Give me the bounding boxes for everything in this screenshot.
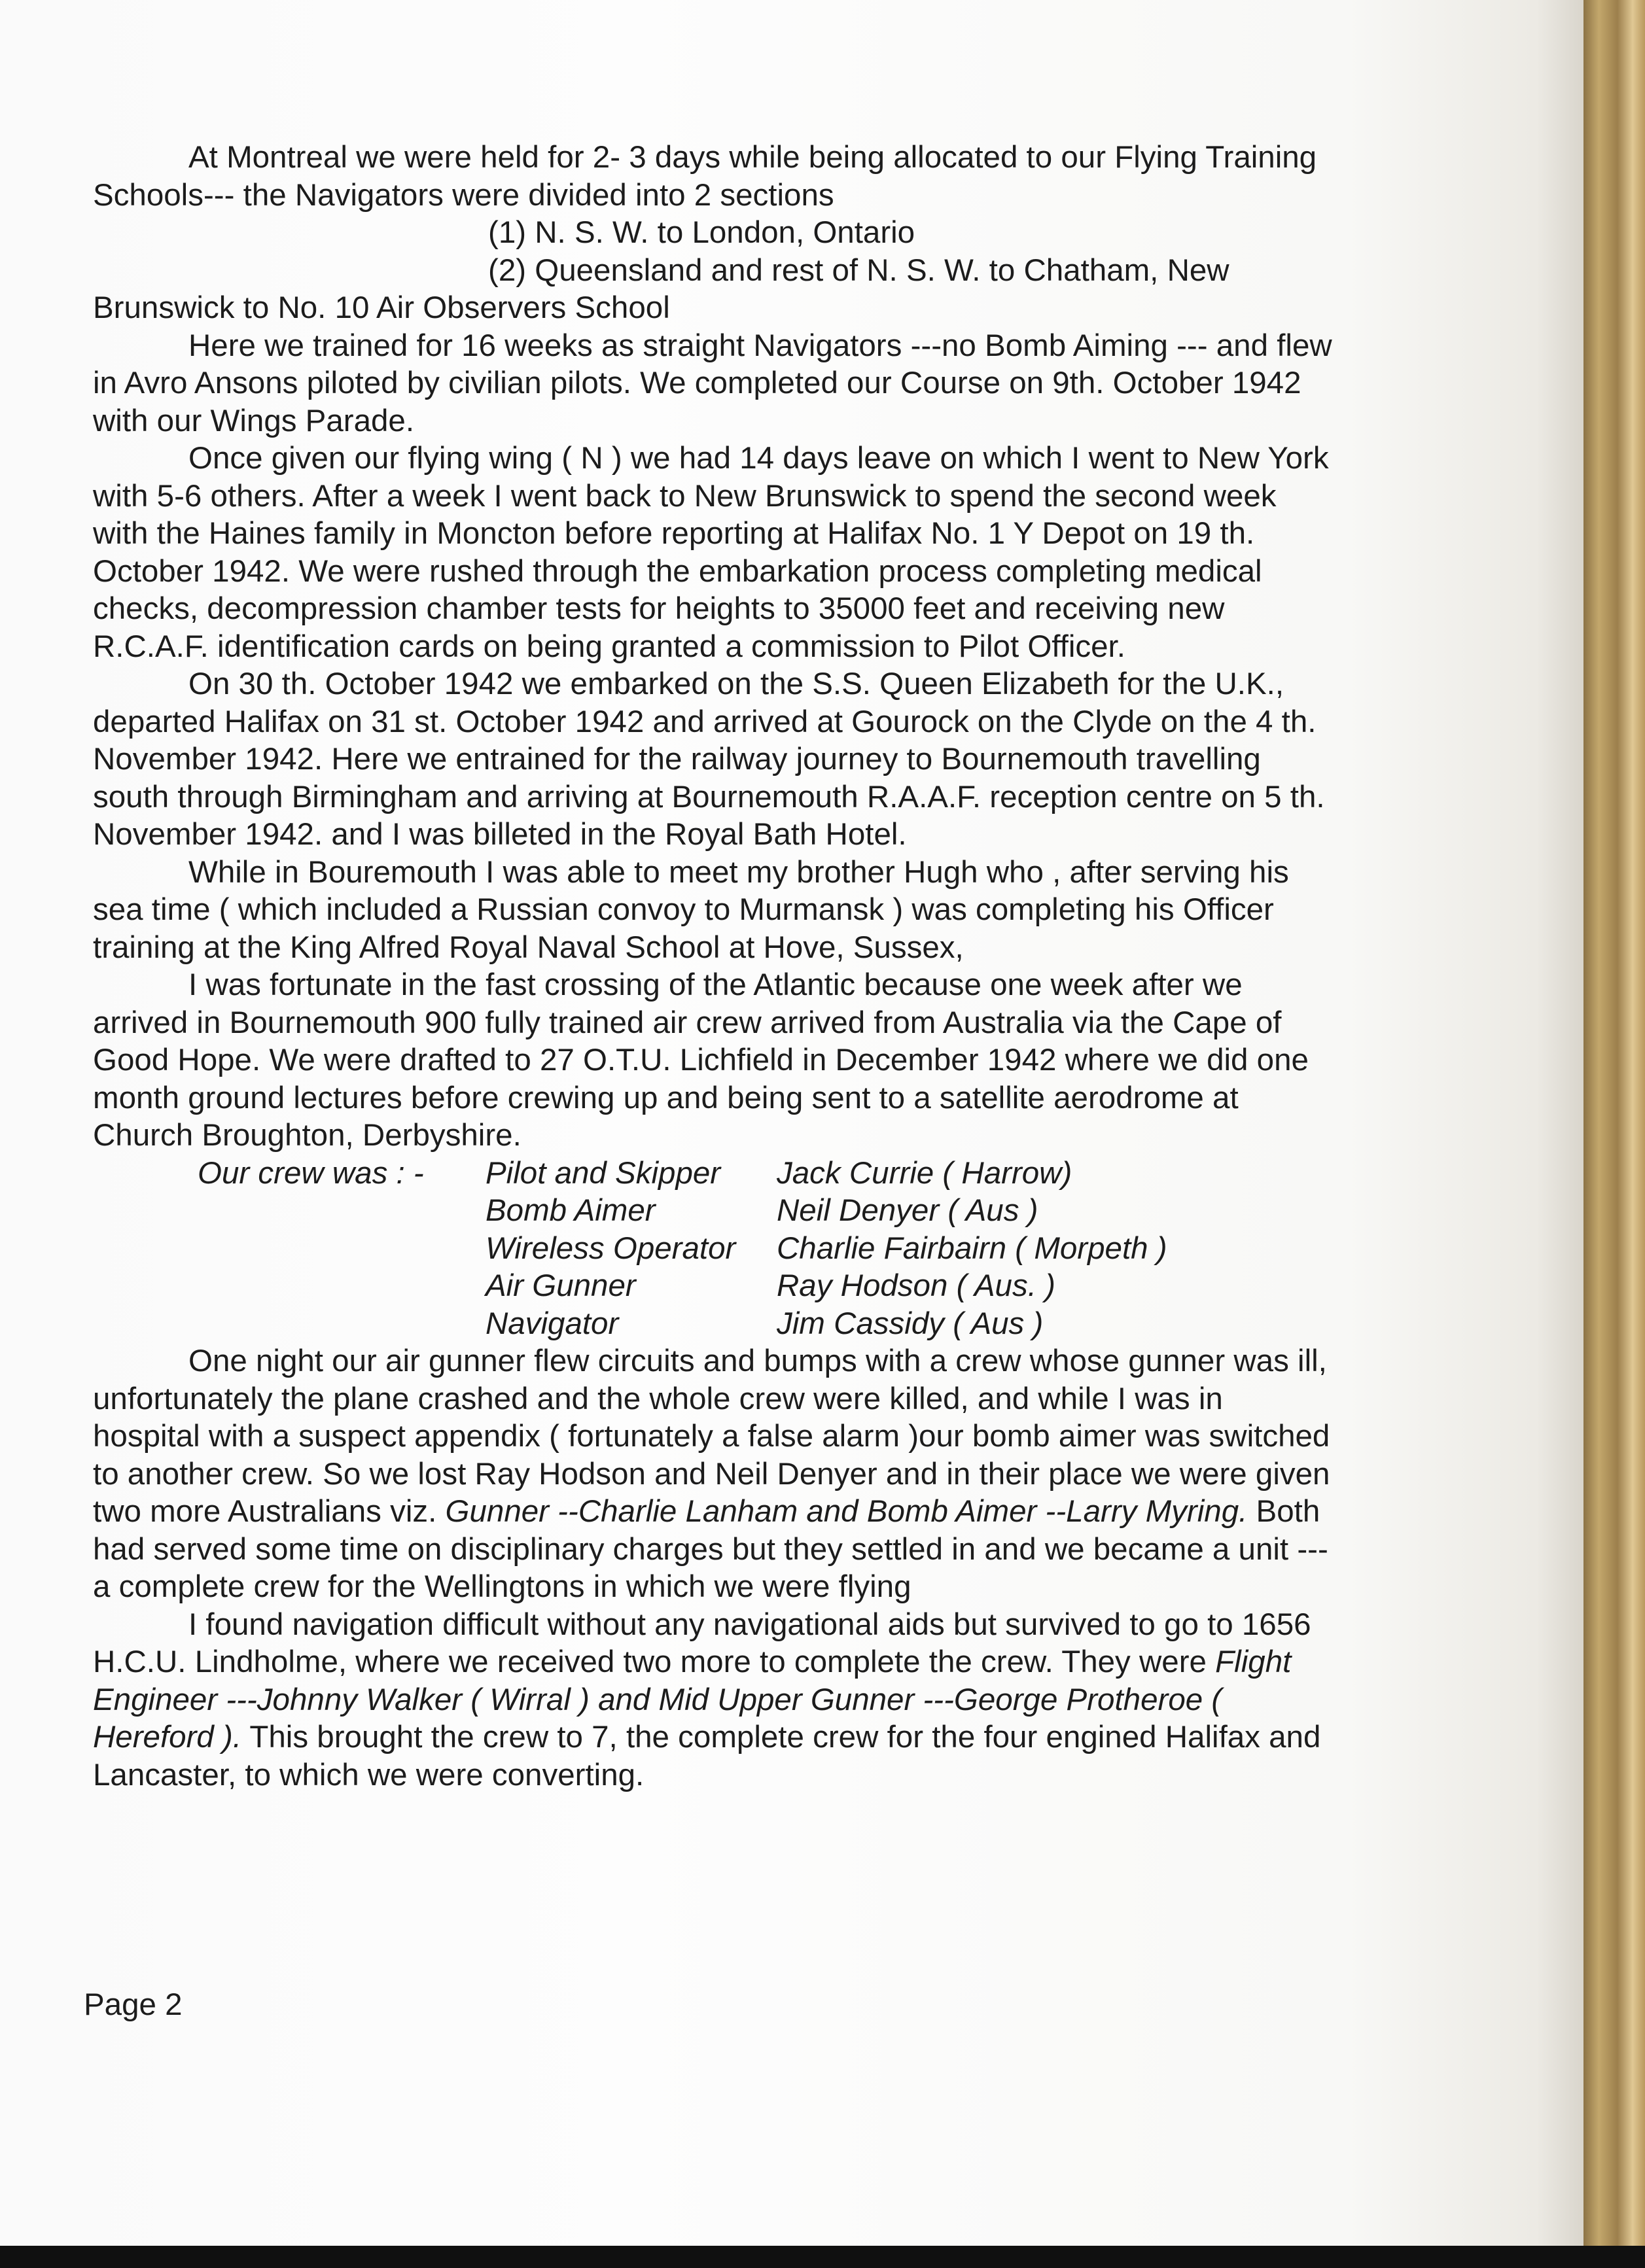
crew-list	[93, 1155, 1167, 1343]
section-1: (1) N. S. W. to London, Ontario	[488, 215, 915, 250]
book-edge	[1583, 0, 1645, 2268]
paragraph-training: Here we trained for 16 weeks as straight Navigators ---no Bomb Aiming --- and flew in Avro Ansons piloted by civilian pilots. We completed our Course on 9th. October 1942 with our Wings Parade.	[93, 328, 1332, 438]
crew-row	[93, 1155, 1167, 1193]
crew-name: Jim Cassidy ( Aus )	[777, 1306, 1044, 1341]
paragraph-bournemouth: While in Bouremouth I was able to meet my brother Hugh who , after serving his sea time ( which included a Russian convoy to Murmansk ) was completing his Officer training at the King Alfred Royal Naval School at Hove, Sussex,	[93, 854, 1289, 965]
paragraph-otu: I was fortunate in the fast crossing of the Atlantic because one week after we arrived in Bournemouth 900 fully trained air crew arrived from Australia via the Cape of Good Hope. We were drafted to 27 O.T.U. Lichfield in December 1942 where we did one month ground lectures before crewing up and being sent to a satellite aerodrome at Church Broughton, Derbyshire.	[93, 968, 1309, 1153]
section-2: (2) Queensland and rest of N. S. W. to Chatham, New	[488, 253, 1229, 288]
crew-name: Neil Denyer ( Aus )	[777, 1193, 1038, 1228]
lindholme-text-end: This brought the crew to 7, the complete crew for the four engined Halifax and Lancaster, to which we were converting.	[93, 1720, 1321, 1792]
crew-name: Charlie Fairbairn ( Morpeth )	[777, 1230, 1167, 1266]
crew-role: Air Gunner	[486, 1268, 636, 1303]
lindholme-text: I found navigation difficult without any navigational aids but survived to go to 1656 H.C.U. Lindholme, where we received two more to complete the crew. They were	[93, 1607, 1311, 1679]
paragraph-leave: Once given our flying wing ( N ) we had 14 days leave on which I went to New York with 5-6 others. After a week I went back to New Brunswick to spend the second week with the Haines family in Moncton before reporting at Halifax No. 1 Y Depot on 19 th. October 1942. We were rushed through the embarkation process completing medical checks, decompression chamber tests for heights to 35000 feet and receiving new R.C.A.F. identification cards on being granted a commission to Pilot Officer.	[93, 441, 1329, 664]
bottom-shadow	[0, 2246, 1645, 2268]
crew-row	[93, 1305, 1167, 1343]
lindholme-new-crew: Flight Engineer ---Johnny Walker ( Wirral ) and Mid Upper Gunner ---George Protheroe ( Hereford ).	[93, 1645, 1292, 1754]
crash-text-end: Both had served some time on disciplinary charges but they settled in and we became a unit --- a complete crew for the Wellingtons in which we were flying	[93, 1494, 1328, 1604]
paragraph-embarkation: On 30 th. October 1942 we embarked on the S.S. Queen Elizabeth for the U.K., departed Halifax on 31 st. October 1942 and arrived at Gourock on the Clyde on the 4 th. November 1942. Here we entrained for the railway journey to Bournemouth travelling south through Birmingham and arriving at Bournemouth R.A.A.F. reception centre on 5 th. November 1942. and I was billeted in the Royal Bath Hotel.	[93, 667, 1325, 852]
crash-text: One night our air gunner flew circuits and bumps with a crew whose gunner was ill, unfortunately the plane crashed and the whole crew were killed, and while I was in hospital with a suspect appendix ( fortunately a false alarm )our bomb aimer was switched to another crew. So we lost Ray Hodson and Neil Denyer and in their place we were given two more Australians viz.	[93, 1344, 1330, 1529]
crew-row	[93, 1230, 1167, 1268]
paragraph-lindholme	[93, 1606, 1336, 1794]
page-number: Page 2	[84, 1987, 183, 2022]
crew-intro: Our crew was : -	[198, 1155, 424, 1191]
crew-name: Ray Hodson ( Aus. )	[777, 1268, 1055, 1303]
crew-role: Navigator	[486, 1306, 619, 1341]
body-text	[93, 139, 1336, 1794]
paragraph-crash	[93, 1342, 1336, 1606]
paragraph-montreal: At Montreal we were held for 2- 3 days while being allocated to our Flying Training Schools--- the Navigators were divided into 2 sections	[93, 140, 1317, 213]
crew-role: Wireless Operator	[486, 1230, 736, 1266]
crew-role: Bomb Aimer	[486, 1193, 656, 1228]
crew-name: Jack Currie ( Harrow)	[777, 1155, 1072, 1191]
crew-row	[93, 1192, 1167, 1230]
crash-new-crew: Gunner --Charlie Lanham and Bomb Aimer --Larry Myring.	[445, 1494, 1248, 1529]
crew-role: Pilot and Skipper	[486, 1155, 721, 1191]
section-2-continued: Brunswick to No. 10 Air Observers School	[93, 290, 670, 325]
crew-row	[93, 1267, 1167, 1305]
